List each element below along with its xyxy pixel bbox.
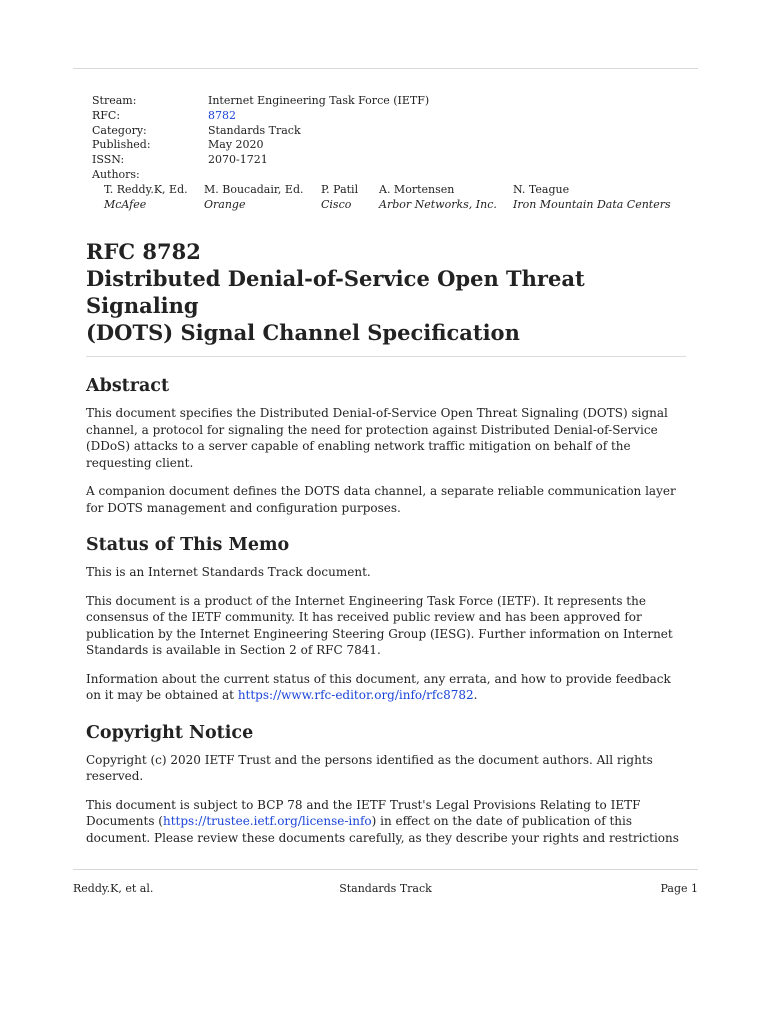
meta-key: Stream: [92, 94, 137, 107]
author-org: Arbor Networks, Inc. [379, 197, 497, 211]
abstract-heading: Abstract [86, 376, 170, 396]
status-text: Information about the current status of this document, any errata, and how to provide feedback on it may be obtained at [86, 671, 671, 702]
status-section [86, 534, 686, 704]
top-rule [73, 68, 698, 69]
author-entry [321, 183, 358, 213]
title-line: Distributed Denial-of-Service Open Threat Signaling [86, 266, 585, 318]
copyright-paragraph [86, 797, 686, 847]
abstract-section [86, 375, 686, 516]
author-entry [104, 183, 188, 213]
meta-row-issn [92, 153, 429, 168]
author-org: McAfee [104, 197, 147, 211]
status-paragraph [86, 671, 686, 704]
author-name: P. Patil [321, 183, 359, 196]
status-paragraph: This document is a product of the Internet Engineering Task Force (IETF). It represents the consensus of the IETF community. It has received public review and has been approved for publication by the Internet Engineering Steering Group (IESG). Further information on Internet Standards is available in Section 2 of RFC 7841. [86, 593, 673, 657]
abstract-paragraph: This document specifies the Distributed Denial-of-Service Open Threat Signaling (DOTS) signal channel, a protocol for signaling the need for protection against Distributed Denial-of-Service (DDoS) attacks to a server capable of enabling network traffic mitigation on behalf of the requesting client. [86, 406, 668, 470]
meta-value: May 2020 [208, 138, 264, 152]
meta-key: ISSN: [92, 153, 125, 167]
document-title [86, 238, 686, 346]
document-body [86, 238, 686, 864]
meta-value: 2070-1721 [208, 153, 268, 167]
meta-row-rfc [92, 109, 429, 124]
author-entry [513, 183, 671, 213]
copyright-text-end: ) in effect on the date of publication of this document. Please review these documents carefully, as they describe your rights and restrictions [86, 814, 679, 845]
author-org: Orange [204, 197, 246, 211]
author-name: T. Reddy.K, Ed. [104, 183, 188, 196]
status-heading: Status of This Memo [86, 535, 290, 555]
meta-key: RFC: [92, 108, 121, 122]
copyright-section [86, 722, 686, 847]
copyright-paragraph: Copyright (c) 2020 IETF Trust and the persons identified as the document authors. All rights reserved. [86, 752, 653, 783]
author-org: Iron Mountain Data Centers [513, 197, 671, 211]
rfc-number-link[interactable]: 8782 [208, 108, 236, 122]
title-rfc-number: RFC 8782 [86, 239, 201, 264]
meta-value: Standards Track [208, 123, 301, 137]
footer-category: Standards Track [339, 882, 432, 895]
meta-row-published [92, 138, 429, 153]
author-name: M. Boucadair, Ed. [204, 183, 304, 196]
authors-label: Authors: [92, 167, 140, 181]
meta-value: Internet Engineering Task Force (IETF) [208, 94, 430, 107]
footer-rule [73, 869, 698, 870]
title-divider [86, 356, 686, 357]
abstract-paragraph: A companion document defines the DOTS data channel, a separate reliable communication layer for DOTS management and configuration purposes. [86, 484, 676, 515]
meta-key: Category: [92, 123, 147, 137]
footer-authors: Reddy.K, et al. [73, 882, 154, 895]
meta-row-authors [92, 168, 429, 183]
document-metadata [92, 94, 429, 183]
author-entry [379, 183, 497, 213]
author-org: Cisco [321, 197, 352, 211]
author-entry [204, 183, 304, 213]
status-text-end: . [473, 688, 478, 702]
meta-row-category [92, 124, 429, 139]
title-line: (DOTS) Signal Channel Specification [86, 320, 520, 345]
author-name: N. Teague [513, 183, 570, 196]
copyright-heading: Copyright Notice [86, 722, 254, 743]
status-paragraph: This is an Internet Standards Track document. [86, 565, 371, 579]
rfc-editor-link[interactable]: https://www.rfc-editor.org/info/rfc8782 [237, 688, 474, 702]
meta-row-stream [92, 94, 429, 109]
meta-key: Published: [92, 138, 151, 152]
author-name: A. Mortensen [379, 183, 455, 196]
footer-page-number: Page 1 [660, 882, 698, 895]
copyright-text: This document is subject to BCP 78 and the IETF Trust's Legal Provisions Relating to IETF Documents ( [86, 797, 641, 828]
license-info-link[interactable]: https://trustee.ietf.org/license-info [162, 814, 372, 828]
